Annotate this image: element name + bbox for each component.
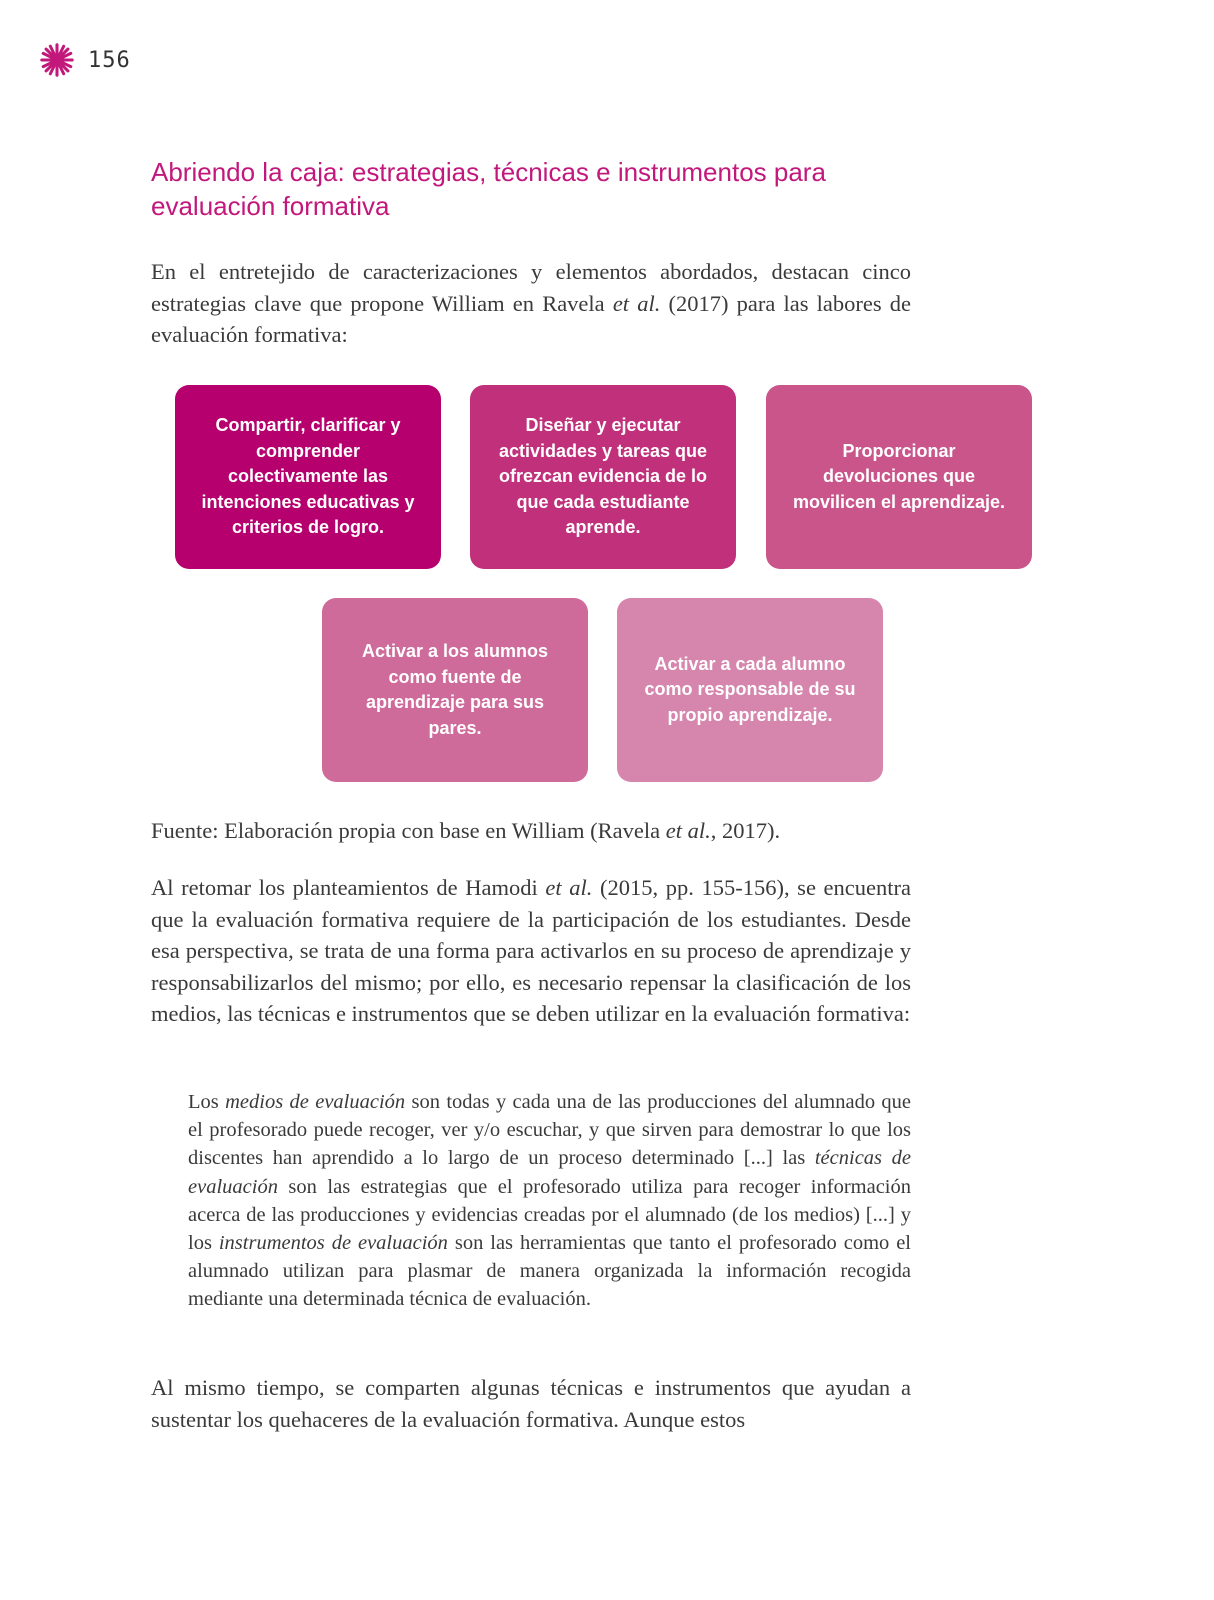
strategy-box-4: Activar a los alumnos como fuente de aprendizaje para sus pares. [322,598,588,782]
asterisk-star-icon [38,41,76,79]
strategy-box-1: Compartir, clarificar y comprender colectivamente las intenciones educativas y criterios de logro. [175,385,441,569]
section-heading: Abriendo la caja: estrategias, técnicas e instrumentos para evaluación formativa [151,157,826,221]
strategy-box-2: Diseñar y ejecutar actividades y tareas que ofrezcan evidencia de lo que cada estudiante aprende. [470,385,736,569]
page-number: 156 [88,47,131,73]
strategy-box-5: Activar a cada alumno como responsable de su propio aprendizaje. [617,598,883,782]
figure-source: Fuente: Elaboración propia con base en William (Ravela et al., 2017). [151,818,781,843]
strategy-box-3: Proporcionar devoluciones que movilicen el aprendizaje. [766,385,1032,569]
block-quote: Los medios de evaluación son todas y cada una de las producciones del alumnado que el profesorado puede recoger, ver y/o escuchar, y que sirven para demostrar lo que los discentes han aprendido a lo largo de un proceso determinado [...] las técnicas de evaluación son las estrategias que el profesorado utiliza para recoger información acerca de las producciones y evidencias creadas por el alumnado (de los medios) [...] y los instrumentos de evaluación son las herramientas que tanto el profesorado como el alumnado utilizan para plasmar de manera organizada la información recogida mediante una determinada técnica de evaluación. [188,1091,912,1311]
intro-paragraph: En el entretejido de caracterizaciones y elementos abordados, destacan cinco estrategias clave que propone William en Ravela et al. (2017) para las labores de evaluación formativa: [151,259,911,347]
page-header [38,40,131,80]
body-paragraph: Al retomar los planteamientos de Hamodi et al. (2015, pp. 155-156), se encuentra que la evaluación formativa requiere de la participación de los estudiantes. Desde esa perspectiva, se trata de una forma para activarlos en su proceso de aprendizaje y responsabilizarlos del mismo; por ello, es necesario repensar la clasificación de los medios, las técnicas e instrumentos que se deben utilizar en la evaluación formativa: [151,875,911,1026]
closing-paragraph: Al mismo tiempo, se comparten algunas técnicas e instrumentos que ayudan a sustentar los quehaceres de la evaluación formativa. Aunque estos [151,1375,911,1432]
